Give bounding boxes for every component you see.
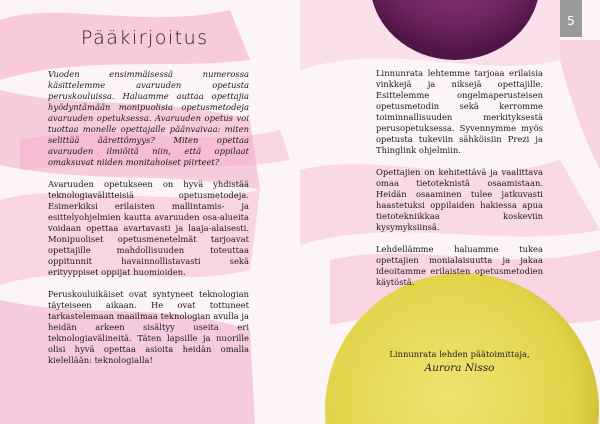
body-paragraph: Avaruuden opetukseen on hyvä yhdistää teknologiavälitteisiä opetusmetodeja. Esimerkiksi erilaisten mallintamis- ja esittelyohjelmien kautta avaruuden osa-alueita voidaan opettaa avartavasti ja laaja-alaisesti. Monipuoliset opetusmenetelmät tarjoavat opettajille mahdollisuuden toteuttaa oppitunnit havainnollistavasti sekä erityyppiset oppijat huomioiden. <box>48 179 249 277</box>
signature-name: Aurora Nisso <box>424 362 495 374</box>
right-column <box>376 68 543 299</box>
signature-role: Linnunrata lehden päätoimittaja, <box>389 349 530 359</box>
body-paragraph: Linnunrata lehtemme tarjoaa erilaisia vinkkejä ja niksejä opettajille. Esittelemme ongelmaperusteisen opetusmetodin sekä kerromme toiminnallisuuden merkityksestä perusopetuksessa. Syvennymme myös opetusta tukeviin sähköisiin Prezi ja Thinglink ohjelmiin. <box>376 68 543 155</box>
intro-paragraph: Vuoden ensimmäisessä numerossa käsittelemme avaruuden opetusta peruskouluissa. Haluamme auttaa opettajia hyödyntämään monipuolisia opetusmetodeja avaruuden opetuksessa. Avaruuden opetus voi tuottaa monelle opettajalle päänvaivaa: miten selittää äärettömyys? Miten opettaa avaruuden ilmiöitä niin, että oppilaat omaksuvat niiden monitahoiset piirteet? <box>48 69 249 167</box>
body-paragraph: Lehdellämme haluamme tukea opettajien monialaisuutta ja jakaa ideoitamme erilaisten opetusmetodien käytöstä. <box>376 244 543 287</box>
body-paragraph: Opettajien on kehitettävä ja vaalittava omaa tietoteknistä osaamistaan. Heidän osaaminen tulee jatkuvasti haastetuksi oppilaiden hakiessa apua tietotekniikkaa koskeviin kysymyksiinsä. <box>376 167 543 232</box>
page-title: Pääkirjoitus <box>81 27 209 49</box>
signature-block <box>372 347 547 375</box>
page-number-tab: 5 <box>560 0 582 37</box>
body-paragraph: Peruskouluikäiset ovat syntyneet teknologian täyteiseen aikaan. He ovat tottuneet tarkastelemaan maailmaa teknologian avulla ja heidän arkeen sisältyy useita eri teknologiavälineitä. Täten lapsille ja nuorille olisi hyvä opettaa asioita heidän omalla kielellään: teknologialla! <box>48 289 249 365</box>
left-column <box>48 69 249 377</box>
